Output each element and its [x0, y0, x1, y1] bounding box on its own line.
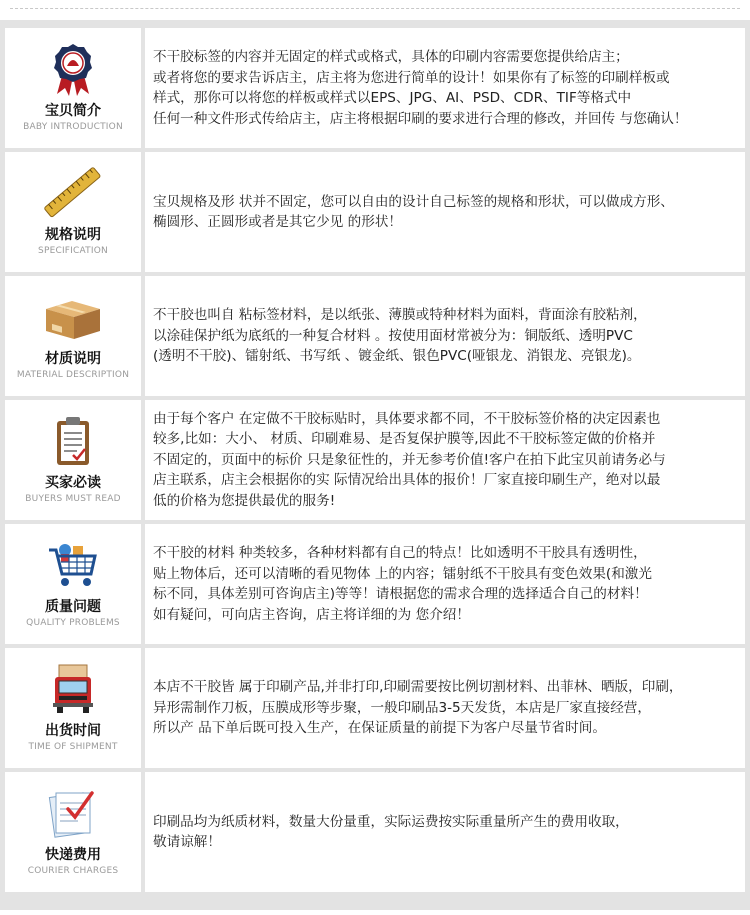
body-line: 本店不干胶皆 属于印刷产品,并非打印,印刷需要按比例切割材料、出菲林、晒版，印刷， — [153, 679, 683, 696]
body-line: 不干胶标签的内容并无固定的样式或格式，具体的印刷内容需要您提供给店主； — [153, 49, 629, 65]
cardboard-box-icon — [38, 290, 108, 344]
body-line: 如有疑问，可向店主咨询，店主将详细的为 您介绍！ — [153, 606, 470, 623]
body-line: 或者将您的要求告诉店主，店主将为您进行简单的设计！如果你有了标签的印刷样板或 — [153, 69, 670, 86]
section-header — [5, 524, 141, 644]
body-line: 椭圆形、正圆形或者是其它少见 的形状！ — [153, 214, 403, 230]
section-specification — [5, 152, 745, 272]
body-line: 由于每个客户 在定做不干胶标贴时，具体要求都不同，不干胶标签价格的决定因素也 — [153, 410, 661, 427]
top-dashed-divider — [10, 8, 740, 9]
section-baby-introduction — [5, 28, 745, 148]
body-line: 低的价格为您提供最优的服务! — [153, 492, 336, 509]
section-subtitle: TIME OF SHIPMENT — [28, 742, 118, 752]
body-line: 所以产 品下单后既可投入生产，在保证质量的前提下为客户尽量节省时间。 — [153, 720, 606, 737]
body-line: (透明不干胶)、镭射纸、书写纸 、镀金纸、银色PVC(哑银龙、消银龙、亮银龙)。 — [153, 348, 641, 365]
body-line: 贴上物体后，还可以清晰的看见物体 上的内容；镭射纸不干胶具有变色效果(和激光 — [153, 565, 652, 582]
section-title: 宝贝简介 — [45, 103, 101, 119]
body-line: 店主联系，店主会根据你的实 际情况给出具体的报价！厂家直接印刷生产，绝对以最 — [153, 472, 661, 489]
body-line: 较多,比如：大小、 材质、印刷难易、是否复保护膜等,因此不干胶标签定做的价格并 — [153, 431, 656, 448]
section-subtitle: QUALITY PROBLEMS — [26, 618, 120, 628]
section-title: 买家必读 — [45, 475, 101, 491]
body-line: 宝贝规格及形 状并不固定，您可以自由的设计自己标签的规格和形状，可以做成方形、 — [153, 193, 674, 210]
section-header — [5, 648, 141, 768]
shopping-cart-icon — [38, 538, 108, 592]
body-line: 不固定的，页面中的标价 只是象征性的，并无参考价值!客户在拍下此宝贝前请务必与 — [153, 451, 666, 468]
section-subtitle: MATERIAL DESCRIPTION — [16, 370, 130, 380]
body-line: 标不同，具体差别可咨询店主)等等！请根据您的需求合理的选择适合自己的材料！ — [153, 586, 648, 602]
section-body — [145, 152, 745, 272]
section-body — [145, 524, 745, 644]
section-title: 规格说明 — [45, 227, 101, 243]
section-subtitle: BABY INTRODUCTION — [23, 122, 123, 132]
section-header — [5, 276, 141, 396]
body-line: 印刷品均为纸质材料，数量大份量重，实际运费按实际重量所产生的费用收取， — [153, 813, 629, 830]
section-title: 出货时间 — [45, 723, 101, 739]
body-line: 敬请谅解！ — [153, 834, 221, 850]
checklist-icon — [38, 786, 108, 840]
body-line: 样式，那你可以将您的样板或样式以EPS、JPG、AI、PSD、CDR、TIF等格式中 — [153, 90, 632, 106]
delivery-truck-icon — [38, 662, 108, 716]
section-body — [145, 28, 745, 148]
body-line: 任何一种文件形式传给店主，店主将根据印刷的要求进行合理的修改，并回传 与您确认！ — [153, 110, 688, 127]
section-subtitle: COURIER CHARGES — [27, 866, 119, 876]
section-quality-problems — [5, 524, 745, 644]
section-body — [145, 648, 745, 768]
section-buyers-must-read — [5, 400, 745, 520]
section-header — [5, 772, 141, 892]
section-title: 质量问题 — [45, 599, 101, 615]
section-body — [145, 276, 745, 396]
body-line: 不干胶的材料 种类较多，各种材料都有自己的特点！比如透明不干胶具有透明性， — [153, 545, 647, 561]
section-subtitle: SPECIFICATION — [38, 246, 108, 256]
section-subtitle: BUYERS MUST READ — [25, 494, 121, 504]
info-panel — [0, 20, 750, 910]
section-body — [145, 400, 745, 520]
body-line: 以涂硅保护纸为底纸的一种复合材料 。按使用面材常被分为：铜版纸、透明PVC — [153, 327, 633, 344]
section-header — [5, 152, 141, 272]
ruler-icon — [38, 166, 108, 220]
section-courier-charges — [5, 772, 745, 892]
clipboard-icon — [38, 414, 108, 468]
section-material-description — [5, 276, 745, 396]
medal-badge-icon — [38, 42, 108, 96]
section-body — [145, 772, 745, 892]
section-time-of-shipment — [5, 648, 745, 768]
body-line: 不干胶也叫自 粘标签材料，是以纸张、薄膜或特种材料为面料，背面涂有胶粘剂， — [153, 307, 647, 324]
section-header — [5, 400, 141, 520]
section-title: 材质说明 — [45, 351, 101, 367]
section-header — [5, 28, 141, 148]
body-line: 异形需制作刀板，压膜成形等步聚，一般印刷品3-5天发货，本店是厂家直接经营， — [153, 699, 651, 716]
section-title: 快递费用 — [45, 847, 101, 863]
